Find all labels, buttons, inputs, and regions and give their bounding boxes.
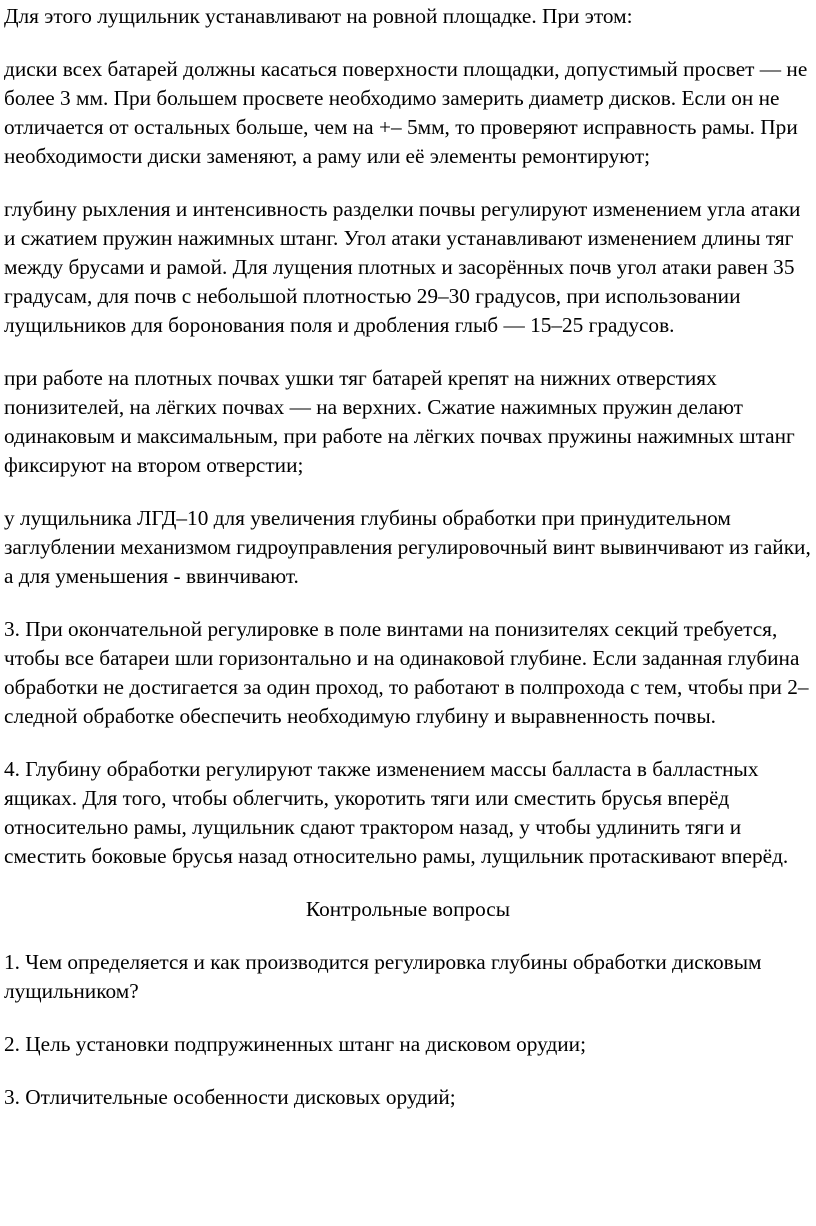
paragraph-dense-soils: при работе на плотных почвах ушки тяг батарей крепят на нижних отверстиях понизителей, на лёгких почвах — на верхних. Сжатие нажимных пружин делают одинаковым и максимальным, при работе на лёгких почвах пружины нажимных штанг фиксируют на втором отверстии; [4, 366, 795, 477]
question-item: 1. Чем определяется и как производится регулировка глубины обработки дисковым лущильником? [4, 950, 762, 1003]
section-heading: Контрольные вопросы [305, 897, 511, 921]
question-item: 3. Отличительные особенности дисковых орудий; [4, 1085, 456, 1109]
paragraph-intro: Для этого лущильник устанавливают на ровной площадке. При этом: [4, 4, 633, 28]
paragraph-ballast: 4. Глубину обработки регулируют также изменением массы балласта в балластных ящиках. Для того, чтобы облегчить, укоротить тяги или сместить брусья вперёд относительно рамы, лущильник сдают трактором назад, у чтобы удлинить тяги и сместить боковые брусья назад относительно рамы, лущильник протаскивают вперёд. [4, 757, 789, 868]
paragraph-lgd10: у лущильника ЛГД–10 для увеличения глубины обработки при принудительном заглублении механизмом гидроуправления регулировочный винт вывинчивают из гайки, а для уменьшения - ввинчивают. [4, 506, 811, 588]
question-item: 2. Цель установки подпружиненных штанг на дисковом орудии; [4, 1032, 586, 1056]
paragraph-depth: глубину рыхления и интенсивность разделки почвы регулируют изменением угла атаки и сжатием пружин нажимных штанг. Угол атаки устанавливают изменением длины тяг между брусами и рамой. Для лущения плотных и засорённых почв угол атаки равен 35 градусам, для почв с небольшой плотностью 29–30 градусов, при использовании лущильников для боронования поля и дробления глыб — 15–25 градусов. [4, 197, 801, 337]
paragraph-final-adjustment: 3. При окончательной регулировке в поле винтами на понизителях секций требуется, чтобы все батареи шли горизонтально и на одинаковой глубине. Если заданная глубина обработки не достигается за один проход, то работают в полпрохода с тем, чтобы при 2–следной обработке обеспечить необходимую глубину и выравненность почвы. [4, 617, 809, 728]
paragraph-discs: диски всех батарей должны касаться поверхности площадки, допустимый просвет — не более 3 мм. При большем просвете необходимо замерить диаметр дисков. Если он не отличается от остальных больше, чем на +– 5мм, то проверяют исправность рамы. При необходимости диски заменяют, а раму или её элементы ремонтируют; [4, 57, 808, 168]
